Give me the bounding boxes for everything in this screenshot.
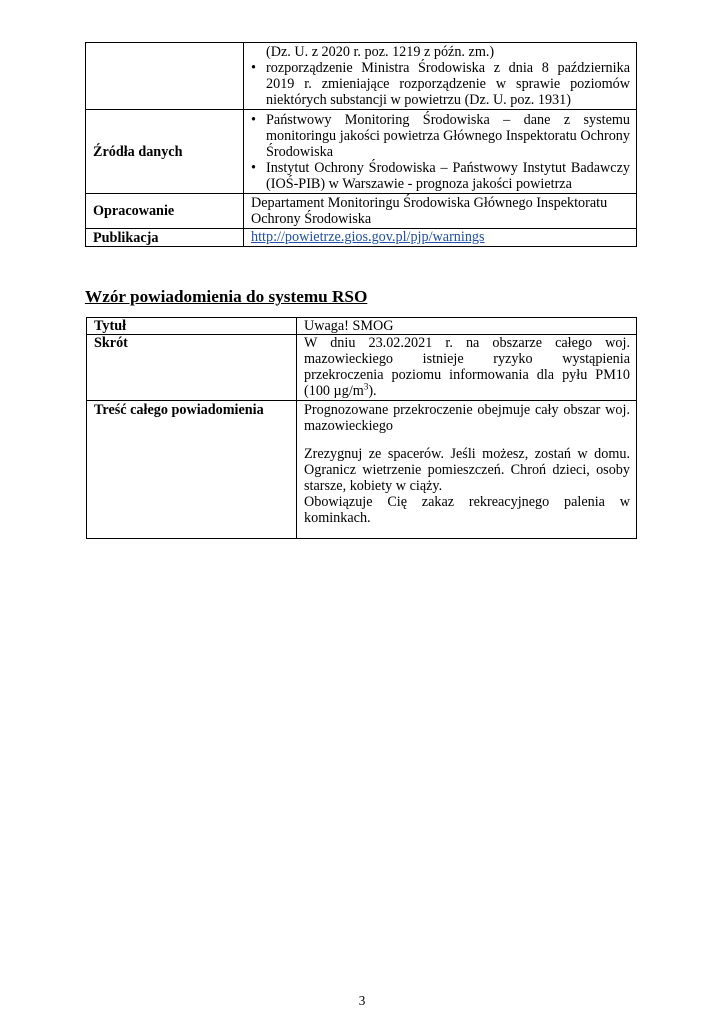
page-number: 3	[358, 993, 366, 1008]
continuation-line: (Dz. U. z 2020 r. poz. 1219 z późn. zm.)	[266, 44, 495, 60]
section-heading: Wzór powiadomienia do systemu RSO	[85, 287, 368, 306]
sources-table	[85, 42, 637, 247]
opracowanie-label: Opracowanie	[86, 194, 244, 229]
publikacja-label: Publikacja	[86, 229, 244, 247]
empty-label-cell	[86, 43, 244, 110]
zrodla-cell	[244, 110, 637, 194]
regulations-cell	[244, 43, 637, 110]
list-item: • Państwowy Monitoring Środowiska – dane z systemu monitoringu jakości powietrza Głównego Inspektoratu Ochrony Środowiska	[251, 112, 630, 160]
skrot-value: W dniu 23.02.2021 r. na obszarze całego woj. mazowieckiego istnieje ryzyko wystąpienia przekroczenia poziomu informowania dla pyłu PM10 (100 µg/m	[304, 335, 630, 399]
table-row	[87, 318, 637, 335]
table-row	[86, 43, 637, 110]
skrot-value-cell	[297, 335, 637, 401]
list-item: • Instytut Ochrony Środowiska – Państwowy Instytut Badawczy (IOŚ-PIB) w Warszawie - prognoza jakości powietrza	[251, 160, 630, 192]
tresc-paragraph-1: Prognozowane przekroczenie obejmuje cały obszar woj. mazowieckiego	[304, 402, 630, 434]
skrot-end: ).	[368, 383, 377, 399]
tresc-value-cell	[297, 401, 637, 539]
publikacja-link[interactable]: http://powietrze.gios.gov.pl/pjp/warnings	[251, 229, 485, 245]
opracowanie-value: Departament Monitoringu Środowiska Głównego Inspektoratu Ochrony Środowiska	[244, 194, 637, 229]
skrot-label: Skrót	[87, 335, 297, 401]
zrodla-label: Źródła danych	[86, 110, 244, 194]
tresc-paragraph-3: Obowiązuje Cię zakaz rekreacyjnego palenia w kominkach.	[304, 494, 630, 526]
list-item: • rozporządzenie Ministra Środowiska z dnia 8 października 2019 r. zmieniające rozporządzenie w sprawie poziomów niektórych substancji w powietrzu (Dz. U. poz. 1931)	[251, 60, 630, 108]
table-row	[86, 229, 637, 247]
paragraph-gap	[304, 434, 630, 446]
tytul-value: Uwaga! SMOG	[297, 318, 637, 335]
table-row	[86, 110, 637, 194]
table-row	[86, 194, 637, 229]
skrot-superscript: 3	[363, 381, 369, 392]
tytul-label: Tytuł	[87, 318, 297, 335]
publikacja-cell	[244, 229, 637, 247]
zrodla-list	[251, 112, 630, 192]
table-row	[87, 335, 637, 401]
tresc-paragraph-2: Zrezygnuj ze spacerów. Jeśli możesz, zostań w domu. Ogranicz wietrzenie pomieszczeń. Chroń dzieci, osoby starsze, kobiety w ciąży.	[304, 446, 630, 494]
tresc-label: Treść całego powiadomienia	[87, 401, 297, 539]
rso-template-table	[86, 317, 637, 539]
table-row	[87, 401, 637, 539]
regulations-list	[251, 60, 630, 108]
